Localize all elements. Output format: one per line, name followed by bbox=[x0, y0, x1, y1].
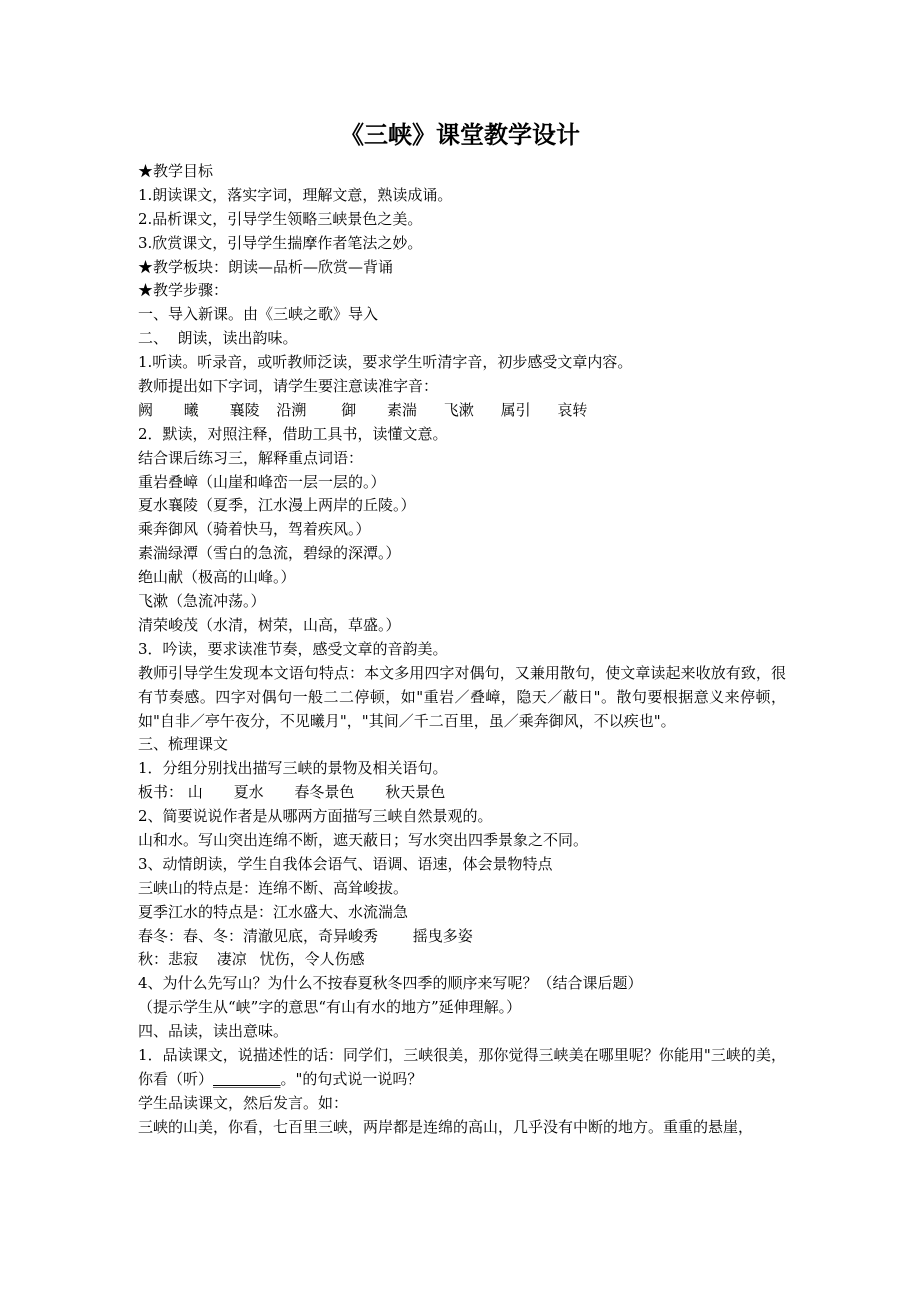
text-line: 绝山献（极高的山峰。） bbox=[138, 568, 296, 587]
spring-winter-traits: 春冬：春、冬：清澈见底，奇异峻秀 bbox=[138, 926, 379, 945]
autumn-trait: 忧伤，令人伤感 bbox=[259, 950, 365, 969]
document-title: 《三峡》课堂教学设计 bbox=[340, 120, 580, 149]
text-line: 三、梳理课文 bbox=[138, 735, 229, 754]
board-item: 夏水 bbox=[233, 783, 264, 802]
text-line: 山和水。写山突出连绵不断，遮天蔽日；写水突出四季景象之不同。 bbox=[138, 830, 589, 849]
paragraph-describe-prompt bbox=[138, 1044, 786, 1092]
text-line: 乘奔御风（骑着快马，驾着疾风。） bbox=[138, 520, 371, 539]
text-line: 2．默读，对照注释，借助工具书，读懂文意。 bbox=[138, 424, 448, 443]
board-item: 秋天景色 bbox=[385, 783, 446, 802]
text-line: 教师提出如下字词，请学生要注意读准字音： bbox=[138, 377, 439, 396]
vocab-word: 哀转 bbox=[557, 400, 588, 419]
text-line: 二、 朗读，读出韵味。 bbox=[138, 329, 298, 348]
text-line: 1.听读。听录音，或听教师泛读，要求学生听清字音，初步感受文章内容。 bbox=[138, 353, 633, 372]
text-line: 素湍绿潭（雪白的急流，碧绿的深潭。） bbox=[138, 544, 401, 563]
autumn-trait: 秋：悲寂 bbox=[138, 950, 199, 969]
vocab-word: 飞漱 bbox=[443, 400, 474, 419]
text-line: （提示学生从“峡”字的意思“有山有水的地方”延伸理解。） bbox=[138, 998, 522, 1017]
fill-blank: _________ bbox=[213, 1069, 281, 1088]
vocab-word: 素湍 bbox=[386, 400, 417, 419]
text-line: ★教学步骤： bbox=[138, 281, 229, 300]
vocab-word: 曦 bbox=[183, 400, 199, 419]
text-line: 学生品读课文，然后发言。如： bbox=[138, 1093, 349, 1112]
prompt-text-end: 。"的句式说一说吗？ bbox=[280, 1069, 423, 1088]
document-body bbox=[138, 160, 786, 1140]
text-line: ★教学板块：朗读—品析—欣赏—背诵 bbox=[138, 257, 394, 276]
text-line: 夏水襄陵（夏季，江水漫上两岸的丘陵。） bbox=[138, 496, 416, 515]
text-line: 3.欣赏课文，引导学生揣摩作者笔法之妙。 bbox=[138, 233, 423, 252]
text-line: 3、动情朗读，学生自我体会语气、语调、语速，体会景物特点 bbox=[138, 854, 553, 873]
text-line: 飞漱（急流冲荡。） bbox=[138, 592, 266, 611]
board-item: 山 bbox=[187, 783, 203, 802]
text-line: 三峡山的特点是：连绵不断、高耸峻拔。 bbox=[138, 878, 409, 897]
text-line: 一、导入新课。由《三峡之歌》导入 bbox=[138, 305, 379, 324]
text-line: 重岩叠嶂（山崖和峰峦一层一层的。） bbox=[138, 472, 386, 491]
text-line: 2.品析课文，引导学生领略三峡景色之美。 bbox=[138, 209, 423, 228]
text-line: 四、品读，读出意味。 bbox=[138, 1022, 289, 1041]
autumn-line bbox=[138, 948, 786, 972]
board-item: 春冬景色 bbox=[294, 783, 355, 802]
text-line: 1.朗读课文，落实字词，理解文意，熟读成诵。 bbox=[138, 185, 453, 204]
board-line bbox=[138, 781, 786, 805]
text-line: 夏季江水的特点是：江水盛大、水流湍急 bbox=[138, 902, 409, 921]
text-line: ★教学目标 bbox=[138, 162, 214, 180]
text-line: 2、简要说说作者是从哪两方面描写三峡自然景观的。 bbox=[138, 807, 493, 826]
vocab-line bbox=[138, 399, 786, 423]
vocab-word: 襄陵 bbox=[229, 400, 260, 419]
autumn-trait: 凄凉 bbox=[216, 950, 247, 969]
text-line: 1．分组分别找出描写三峡的景物及相关语句。 bbox=[138, 759, 448, 778]
text-line: 3．吟读，要求读准节奏，感受文章的音韵美。 bbox=[138, 639, 448, 658]
text-line: 结合课后练习三，解释重点词语： bbox=[138, 448, 364, 467]
prompt-text: 1．品读课文，说描述性的话：同学们，三峡很美，那你觉得三峡美在哪里呢？你能用"三峡的美，你看（听） bbox=[138, 1046, 786, 1088]
text-line: 三峡的山美，你看，七百里三峡，两岸都是连绵的高山，几乎没有中断的地方。重重的悬崖， bbox=[138, 1117, 754, 1136]
spring-winter-extra: 摇曳多姿 bbox=[412, 926, 473, 945]
text-line: 4、为什么先写山？为什么不按春夏秋冬四季的顺序来写呢？（结合课后题） bbox=[138, 974, 643, 993]
vocab-word: 属引 bbox=[500, 400, 531, 419]
spring-winter-line bbox=[138, 925, 786, 949]
board-label: 板书： bbox=[138, 783, 184, 802]
text-line: 清荣峻茂（水清，树荣，山高，草盛。） bbox=[138, 615, 401, 634]
vocab-word: 阙 bbox=[138, 400, 154, 419]
vocab-word: 御 bbox=[341, 400, 357, 419]
paragraph-sentence-features: 教师引导学生发现本文语句特点：本文多用四字对偶句，又兼用散句，使文章读起来收放有致，很有节奏感。四字对偶句一般二二停顿，如"重岩／叠嶂，隐天／蔽日"。散句要根据意义来停顿，如"自非／亭午夜分，不见曦月"，"其间／千二百里，虽／乘奔御风，不以疾也"。 bbox=[138, 663, 786, 730]
vocab-word: 沿溯 bbox=[276, 400, 307, 419]
